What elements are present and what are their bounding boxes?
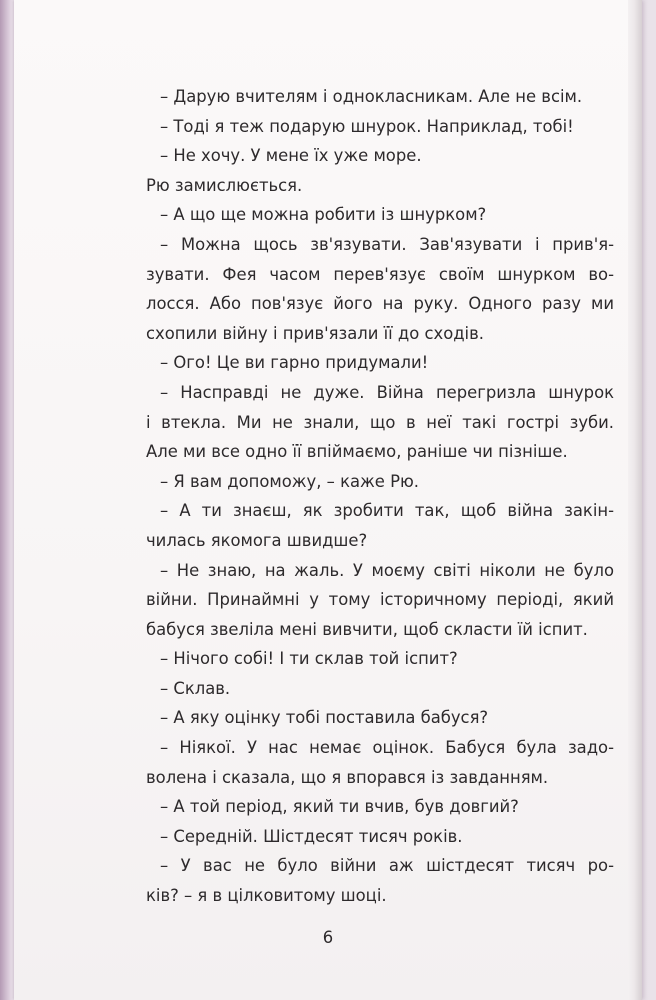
text-line: – А що ще можна робити із шнурком? bbox=[160, 205, 487, 225]
book-page bbox=[14, 0, 642, 1000]
page-text bbox=[146, 82, 614, 911]
text-line: – А яку оцінку тобі поставила бабуся? bbox=[160, 708, 489, 728]
text-line: – Насправді не дуже. Війна перегризла шнурок bbox=[160, 382, 614, 402]
text-line: схопили війну і прив'язали її до сходів. bbox=[146, 323, 484, 343]
text-line: ків? – я в цілковитому шоці. bbox=[146, 886, 387, 906]
text-line: – Я вам допоможу, – каже Рю. bbox=[160, 471, 419, 491]
text-line: – Не хочу. У мене їх уже море. bbox=[160, 146, 422, 166]
text-line: – А ти знаєш, як зробити так, щоб війна закін- bbox=[160, 501, 614, 521]
text-line: Рю замислюється. bbox=[146, 175, 303, 195]
text-line: волена і сказала, що я впорався із завданням. bbox=[146, 767, 549, 787]
text-line: Але ми все одно її впіймаємо, раніше чи пізніше. bbox=[146, 442, 568, 462]
text-line: – Можна щось зв'язувати. Зав'язувати і прив'я- bbox=[160, 234, 614, 254]
text-line: – Склав. bbox=[160, 678, 231, 698]
text-line: – Нічого собі! І ти склав той іспит? bbox=[160, 649, 458, 669]
text-line: – Середній. Шістдесят тисяч років. bbox=[160, 826, 463, 846]
text-line: зувати. Фея часом перев'язує своїм шнурком во- bbox=[146, 264, 614, 284]
text-line: – А той період, який ти вчив, був довгий? bbox=[160, 797, 519, 817]
page-number: 6 bbox=[322, 928, 334, 947]
text-line: лосся. Або пов'язує його на руку. Одного разу ми bbox=[146, 294, 614, 314]
text-line: бабуся звеліла мені вивчити, щоб скласти їй іспит. bbox=[146, 619, 588, 639]
text-line: – У вас не було війни аж шістдесят тисяч ро- bbox=[160, 856, 614, 876]
text-line: і втекла. Ми не знали, що в неї такі гострі зуби. bbox=[146, 412, 614, 432]
text-line: війни. Принаймні у тому історичному періоді, який bbox=[146, 590, 614, 610]
text-line: чилась якомога швидше? bbox=[146, 530, 368, 550]
text-line: – Не знаю, на жаль. У моєму світі ніколи не було bbox=[160, 560, 614, 580]
text-line: – Ого! Це ви гарно придумали! bbox=[160, 353, 429, 373]
page-edge bbox=[628, 0, 642, 1000]
text-line: – Дарую вчителям і однокласникам. Але не всім. bbox=[160, 87, 583, 106]
text-line: – Ніякої. У нас немає оцінок. Бабуся була задо- bbox=[160, 738, 614, 758]
text-line: – Тоді я теж подарую шнурок. Наприклад, тобі! bbox=[160, 116, 574, 136]
